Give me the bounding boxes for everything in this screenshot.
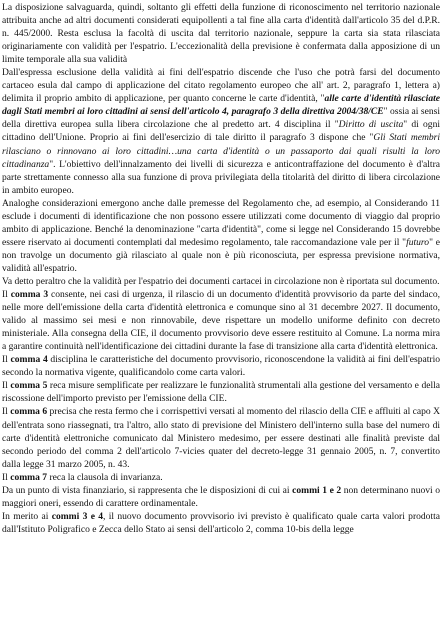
paragraph-9-text-2: reca la clausola di invarianza. xyxy=(47,471,163,483)
paragraph-5-comma-label: comma 3 xyxy=(10,289,49,301)
paragraph-5-comma-3 xyxy=(2,288,440,353)
paragraph-8-comma-label: comma 6 xyxy=(10,406,48,418)
paragraph-2-text-4: ". L'obiettivo dell'innalzamento dei livelli di sicurezza e anticontraffazione del documento è d'altra parte strettamente connesso alla sua funzione di prova privilegiata della titolarità del diritto di libera circolazione in ambito europeo. xyxy=(2,158,440,196)
paragraph-2-quote-diritto-di-uscita: Diritto di uscita xyxy=(338,119,404,131)
paragraph-4-text-1: Va detto peraltro che la validità per l'espatrio dei documenti cartacei in circolazione non è riportata sul documento. xyxy=(2,275,440,287)
paragraph-2-quote-stati-membri: Gli Stati membri rilasciano o rinnovano ai loro cittadini…una carta d'identità o un passaporto dai quali risulti la loro cittadinanza xyxy=(2,132,440,170)
paragraph-6-text-2: disciplina le caratteristiche del documento provvisorio, riconoscendone la validità ai fini dell'espatrio secondo la normativa vigente, qualificandolo come carta valori. xyxy=(2,354,441,379)
paragraph-2-quote-regulation: alle carte d'identità rilasciate dagli Stati membri ai loro cittadini ai sensi dell'articolo 4, paragrafo 3 della direttiva 2004/38/CE xyxy=(2,93,440,118)
paragraph-2-text-3: " di ogni cittadino dell'Unione. Proprio ai fini dell'esercizio di tale diritto il paragrafo 3 dispone che " xyxy=(2,119,440,144)
paragraph-8-text-2: precisa che resta fermo che i corrispettivi versati al momento del rilascio della CIE e affluiti al capo X dell'entrata sono riassegnati, tra l'altro, allo stato di previsione del Ministero dell'interno sulla base del numero di carte d'identità elettroniche comunicato dal Ministero medesimo, per essere destinati alle finalità previste dal secondo periodo del comma 2 dell'articolo 7-vicies quater del decreto-legge 31 gennaio 2005, n. 7, convertito dalla legge 31 marzo 2005, n. 43. xyxy=(2,406,440,470)
paragraph-6-comma-label: comma 4 xyxy=(10,354,48,366)
paragraph-7-comma-5 xyxy=(2,379,440,405)
paragraph-5-text-1: Il xyxy=(2,289,11,301)
paragraph-10-commi-label: commi 1 e 2 xyxy=(292,484,342,496)
paragraph-10-financial xyxy=(2,484,440,510)
paragraph-3-quote-futuro: futuro xyxy=(406,236,430,248)
paragraph-1 xyxy=(2,1,440,66)
paragraph-4 xyxy=(2,275,440,288)
paragraph-3-text-2: " e non travolge un documento già rilasciato al quale non è più riconosciuta, per espressa previsione normativa, validità all'espatrio. xyxy=(2,236,440,274)
paragraph-8-text-1: Il xyxy=(2,406,11,418)
paragraph-10-text-1: Da un punto di vista finanziario, si rappresenta che le disposizioni di cui ai xyxy=(2,484,293,496)
paragraph-3-text-1: Analoghe considerazioni emergono anche dalle premesse del Regolamento che, ad esempio, al Considerando 11 esclude i documenti di identificazione che non possono essere utilizzati come documento di viaggio dal proprio ambito di applicazione. Benché la denominazione "carta d'identità", come si legge nel Considerando 15 dovrebbe essere riservato ai documenti contemplati dal medesimo regolamento, tale raccomandazione vale per il " xyxy=(2,197,440,248)
paragraph-8-comma-6 xyxy=(2,405,440,470)
paragraph-6-comma-4 xyxy=(2,353,440,379)
paragraph-11-text-1: In merito ai xyxy=(2,510,52,522)
paragraph-7-text-2: reca misure semplificate per realizzare le funzionalità strumentali alla gestione del versamento e della riscossione dell'importo previsto per l'emissione della CIE. xyxy=(2,380,440,405)
paragraph-10-text-2: non determinano nuovi o maggiori oneri, essendo di carattere ordinamentale. xyxy=(2,484,440,509)
paragraph-6-text-1: Il xyxy=(2,354,11,366)
paragraph-5-text-2: consente, nei casi di urgenza, il rilascio di un documento d'identità provvisorio da parte del sindaco, nelle more dell'emissione della carta d'identità elettronica e comunque sino al 31 decembre 2027. Il documento, valido al massimo sei mesi e non rinnovabile, deve rispettare un modello uniforme definito con decreto ministeriale. Alla consegna della CIE, il documento provvisorio deve essere restituito al Comune. La norma mira a garantire continuità nell'identificazione dei cittadini durante la fase di transizione alla carta d'identità elettronica. xyxy=(2,289,441,353)
paragraph-7-comma-label: comma 5 xyxy=(10,380,48,392)
paragraph-7-text-1: Il xyxy=(2,380,11,392)
paragraph-2 xyxy=(2,66,440,196)
paragraph-11-commi-label: commi 3 e 4 xyxy=(51,510,104,522)
paragraph-3 xyxy=(2,197,440,275)
paragraph-2-text-1: Dall'espressa esclusione della validità ai fini dell'espatrio discende che l'uso che potrà farsi del documento cartaceo esula dal campo di applicazione del citato regolamento europeo che all' art. 2, paragrafo 1, lettera a) delimita il proprio ambito di applicazione, per quanto concerne le carte d'identità, " xyxy=(2,67,440,105)
paragraph-1-text-1: La disposizione salvaguarda, quindi, soltanto gli effetti della funzione di riconoscimento nel territorio nazionale attribuita anche ad altri documenti considerati equipollenti a tal fine alla carta d'identità dall'articolo 35 del d.P.R. n. 445/2000. Resta esclusa la facoltà di uscita dal territorio nazionale, seppure la carta sia stata rilasciata originariamente con validità per l'espatrio. L'eccezionalità della previsione è confermata dalla apposizione di un limite temporale alla sua validità xyxy=(2,2,440,66)
paragraph-9-comma-7 xyxy=(2,471,440,484)
paragraph-9-text-1: Il xyxy=(2,471,11,483)
paragraph-9-comma-label: comma 7 xyxy=(10,471,48,483)
paragraph-11-commi-3-4 xyxy=(2,510,440,536)
paragraph-2-text-2: " ossia ai sensi della direttiva europea sulla libera circolazione che al predetto art. 4 disciplina il " xyxy=(2,106,441,131)
paragraph-11-text-2: , il nuovo documento provvisorio ivi previsto è qualificato quale carta valori prodotta dall'Istituto Poligrafico e Zecca dello Stato ai sensi dell'articolo 2, comma 10-bis della legge xyxy=(2,510,440,535)
